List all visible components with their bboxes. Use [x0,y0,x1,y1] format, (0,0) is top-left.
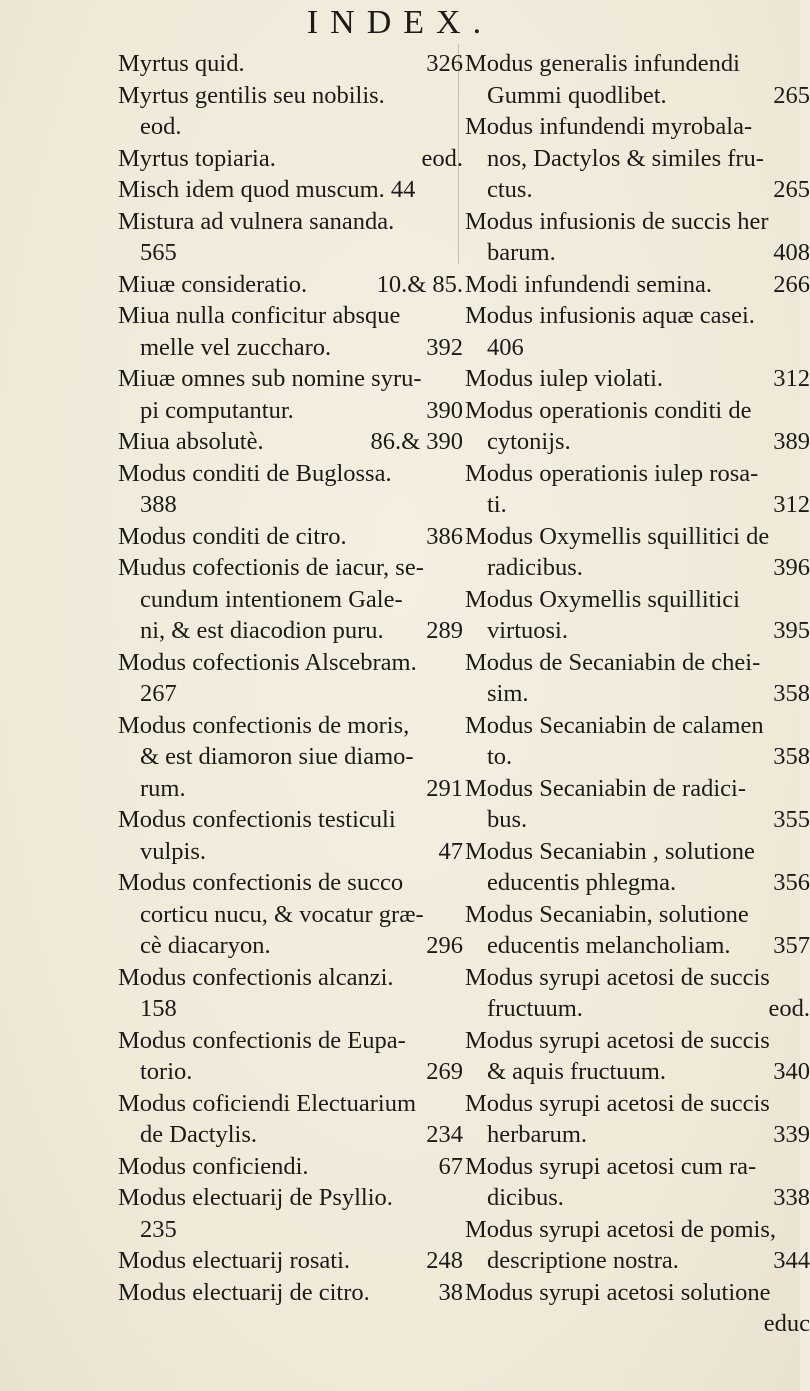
entry-text: ni, & est diacodion puru. [140,617,384,644]
entry-text: ctus. [487,176,533,203]
entry-page-number: eod. [421,144,463,172]
index-entry-line [118,174,463,206]
index-entry-line [118,615,463,647]
entry-text: 388 [140,491,177,518]
index-entry-line [118,741,463,773]
entry-text: 158 [140,995,177,1022]
index-entry-line [465,710,810,742]
entry-text: & aquis fructuum. [487,1058,666,1085]
entry-page-number: 340 [773,1058,810,1085]
entry-page-number: 358 [773,743,810,770]
entry-text: cytonijs. [487,428,571,455]
page-header: INDEX. [306,4,494,41]
entry-text: melle vel zuccharo. [140,333,332,361]
index-entry-line [465,426,810,458]
entry-page-number: 248 [426,1247,463,1274]
entry-page-number: 289 [426,617,463,644]
entry-text: virtuosi. [487,617,568,644]
entry-text: Misch idem quod muscum. 44 [118,176,416,203]
entry-text: educentis melancholiam. [487,932,731,959]
entry-text: Modus de Secaniabin de chei- [465,648,761,676]
entry-page-number: 358 [773,680,810,707]
entry-page-number: 344 [773,1247,810,1274]
index-entry-line [465,867,810,899]
entry-text: Gummi quodlibet. [487,81,667,109]
entry-text: vulpis. [140,837,207,865]
entry-text: radicibus. [487,554,583,581]
entry-text: Miua nulla conficitur absque [118,302,401,329]
entry-page-number: 312 [773,491,810,518]
index-entry-line [118,80,463,112]
entry-text: Modus syrupi acetosi solutione [465,1278,771,1306]
index-entry-line [118,395,463,427]
entry-text: pi computantur. [140,396,294,424]
index-entry-line [118,1151,463,1183]
entry-text: Modus cofectionis Alscebram. [118,648,417,676]
index-entry-line [118,899,463,931]
entry-text: Modus infusionis aquæ casei. [465,302,755,329]
entry-page-number: 266 [773,270,810,298]
index-entry-line [465,458,810,490]
index-entry-line [465,174,810,206]
entry-text: Modus electuarij de citro. [118,1278,370,1306]
entry-text: descriptione nostra. [487,1247,679,1274]
index-entry-line [465,1182,810,1214]
entry-text: 235 [140,1215,177,1243]
index-entry-line [465,269,810,301]
entry-text: 267 [140,680,177,707]
entry-text: Miua absolutè. [118,428,264,455]
entry-text: barum. [487,239,556,266]
index-entry-line [465,300,810,332]
entry-page-number: 389 [773,428,810,455]
index-entry-line [118,1025,463,1057]
entry-page-number: 265 [773,176,810,203]
index-entry-line [465,1214,810,1246]
entry-text: Modus Secaniabin de radici- [465,774,746,802]
index-entry-line [118,332,463,364]
entry-page-number: 356 [773,869,810,896]
index-entry-line [118,1277,463,1309]
catchword: educ [763,1310,810,1337]
entry-page-number: 47 [438,837,463,865]
entry-text: Modus confectionis testiculi [118,806,396,833]
entry-page-number: 357 [773,932,810,959]
index-entry-line [118,1119,463,1151]
entry-page-number: 38 [438,1278,463,1306]
entry-page-number: 386 [426,522,463,550]
index-entry-line [118,930,463,962]
entry-page-number: 296 [426,932,463,959]
index-entry-line [118,773,463,805]
index-column-left [118,48,463,1308]
entry-text: to. [487,743,513,770]
entry-text: fructuum. [487,995,583,1022]
index-entry-line [465,1151,810,1183]
index-entry-line [118,426,463,458]
entry-text: Modus conditi de Buglossa. [118,459,392,487]
index-entry-line [118,993,463,1025]
entry-page-number: eod. [768,995,810,1022]
index-entry-line [118,300,463,332]
index-entry-line [465,521,810,553]
entry-page-number: 339 [773,1121,810,1148]
index-entry-line [465,741,810,773]
entry-text: Modus electuarij de Psyllio. [118,1184,393,1211]
entry-text: Modus confectionis de Eupa- [118,1026,406,1054]
index-entry-line [465,1277,810,1309]
index-entry-line [118,48,463,80]
entry-text: Modus syrupi acetosi de succis [465,963,770,991]
entry-page-number: 392 [426,333,463,361]
index-entry-line [465,332,810,364]
entry-text: educentis phlegma. [487,869,677,896]
entry-page-number: 338 [773,1184,810,1211]
index-entry-line [118,363,463,395]
entry-text: de Dactylis. [140,1121,258,1148]
index-entry-line [465,363,810,395]
entry-text: ti. [487,491,507,518]
index-entry-line [465,930,810,962]
entry-page-number: 10.& 85. [376,270,463,298]
entry-text: Myrtus gentilis seu nobilis. [118,81,385,109]
index-entry-line [465,1025,810,1057]
entry-page-number: 67 [438,1152,463,1180]
index-entry-line [465,804,810,836]
entry-text: Modus conficiendi. [118,1152,309,1180]
index-entry-line [118,1088,463,1120]
entry-text: herbarum. [487,1121,587,1148]
index-entry-line [465,48,810,80]
index-entry-line [118,836,463,868]
entry-page-number: 86.& 390 [370,428,463,455]
index-entry-line [465,552,810,584]
index-entry-line [465,237,810,269]
index-entry-line [118,962,463,994]
index-entry-line [465,1056,810,1088]
entry-page-number: 269 [426,1058,463,1085]
index-entry-line [118,647,463,679]
entry-text: Modus syrupi acetosi de pomis, [465,1215,776,1243]
entry-text: Modus confectionis alcanzi. [118,963,394,991]
entry-text: cundum intentionem Gale- [140,585,403,613]
index-entry-line [118,552,463,584]
index-entry-line [118,458,463,490]
index-entry-line [465,143,810,175]
entry-text: Modus Secaniabin , solutione [465,837,755,865]
index-entry-line [118,143,463,175]
entry-text: Miuæ consideratio. [118,270,308,298]
entry-text: corticu nucu, & vocatur græ- [140,900,424,928]
index-entry-line [465,993,810,1025]
entry-text: Modus Oxymellis squillitici [465,585,740,613]
index-entry-line [465,899,810,931]
entry-text: Miuæ omnes sub nomine syru- [118,365,422,392]
entry-text: Modus Secaniabin de calamen [465,711,764,739]
index-entry-line [465,584,810,616]
entry-page-number: 265 [773,81,810,109]
index-entry-line [465,1088,810,1120]
entry-page-number: 395 [773,617,810,644]
index-entry-line [118,489,463,521]
index-entry-line [118,804,463,836]
entry-page-number: 312 [773,365,810,392]
index-entry-line [465,836,810,868]
index-entry-line [118,237,463,269]
index-entry-line [118,584,463,616]
entry-text: Mudus cofectionis de iacur, se- [118,554,424,581]
entry-text: & est diamoron siue diamo- [140,743,414,770]
index-entry-line [118,1245,463,1277]
entry-text: Modus syrupi acetosi de succis [465,1089,770,1117]
entry-text: Modus infundendi myrobala- [465,113,753,140]
entry-text: Modi infundendi semina. [465,270,713,298]
index-entry-line [118,521,463,553]
entry-page-number: 326 [426,50,463,77]
entry-page-number: 355 [773,806,810,833]
entry-text: Modus conditi de citro. [118,522,347,550]
entry-page-number: 408 [773,239,810,266]
index-entry-line [118,111,463,143]
entry-text: cè diacaryon. [140,932,271,959]
entry-text: Modus operationis conditi de [465,396,752,424]
index-entry-line [465,678,810,710]
index-entry-line [465,111,810,143]
index-entry-line [118,206,463,238]
entry-text: Modus coficiendi Electuarium [118,1089,416,1117]
entry-text: 565 [140,239,177,266]
index-column-right [465,48,810,1340]
index-entry-line [465,615,810,647]
entry-text: bus. [487,806,528,833]
entry-page-number: 234 [426,1121,463,1148]
index-entry-line [118,1182,463,1214]
entry-text: eod. [140,113,182,140]
index-entry-line [465,773,810,805]
index-entry-line [118,678,463,710]
entry-text: Modus Oxymellis squillitici de [465,522,770,550]
entry-text: rum. [140,774,186,802]
entry-text: sim. [487,680,529,707]
entry-text: Modus confectionis de moris, [118,711,410,739]
entry-text: 406 [487,333,524,361]
index-entry-line [118,1056,463,1088]
index-entry-line [465,962,810,994]
entry-page-number: 396 [773,554,810,581]
entry-text: Modus Secaniabin, solutione [465,900,749,928]
entry-page-number: 291 [426,774,463,802]
entry-text: Modus electuarij rosati. [118,1247,351,1274]
entry-text: dicibus. [487,1184,564,1211]
entry-text: torio. [140,1058,193,1085]
entry-text: nos, Dactylos & similes fru- [487,144,764,172]
entry-text: Modus operationis iulep rosa- [465,459,759,487]
index-entry-line [465,647,810,679]
entry-text: Myrtus quid. [118,50,245,77]
index-entry-line [118,1214,463,1246]
index-entry-line [118,269,463,301]
index-entry-line [118,867,463,899]
index-entry-line [465,80,810,112]
entry-text: Modus generalis infundendi [465,50,740,77]
entry-page-number: 390 [426,396,463,424]
index-entry-line [465,1245,810,1277]
entry-text: Mistura ad vulnera sananda. [118,207,395,235]
index-entry-line [465,489,810,521]
entry-text: Myrtus topiaria. [118,144,276,172]
index-entry-line [118,710,463,742]
entry-text: Modus iulep violati. [465,365,664,392]
index-entry-line [465,206,810,238]
entry-text: Modus syrupi acetosi cum ra- [465,1152,757,1180]
entry-text: Modus confectionis de succo [118,869,404,896]
index-entry-line [465,1119,810,1151]
entry-text: Modus infusionis de succis her [465,207,769,235]
entry-text: Modus syrupi acetosi de succis [465,1026,770,1054]
index-entry-line [465,395,810,427]
